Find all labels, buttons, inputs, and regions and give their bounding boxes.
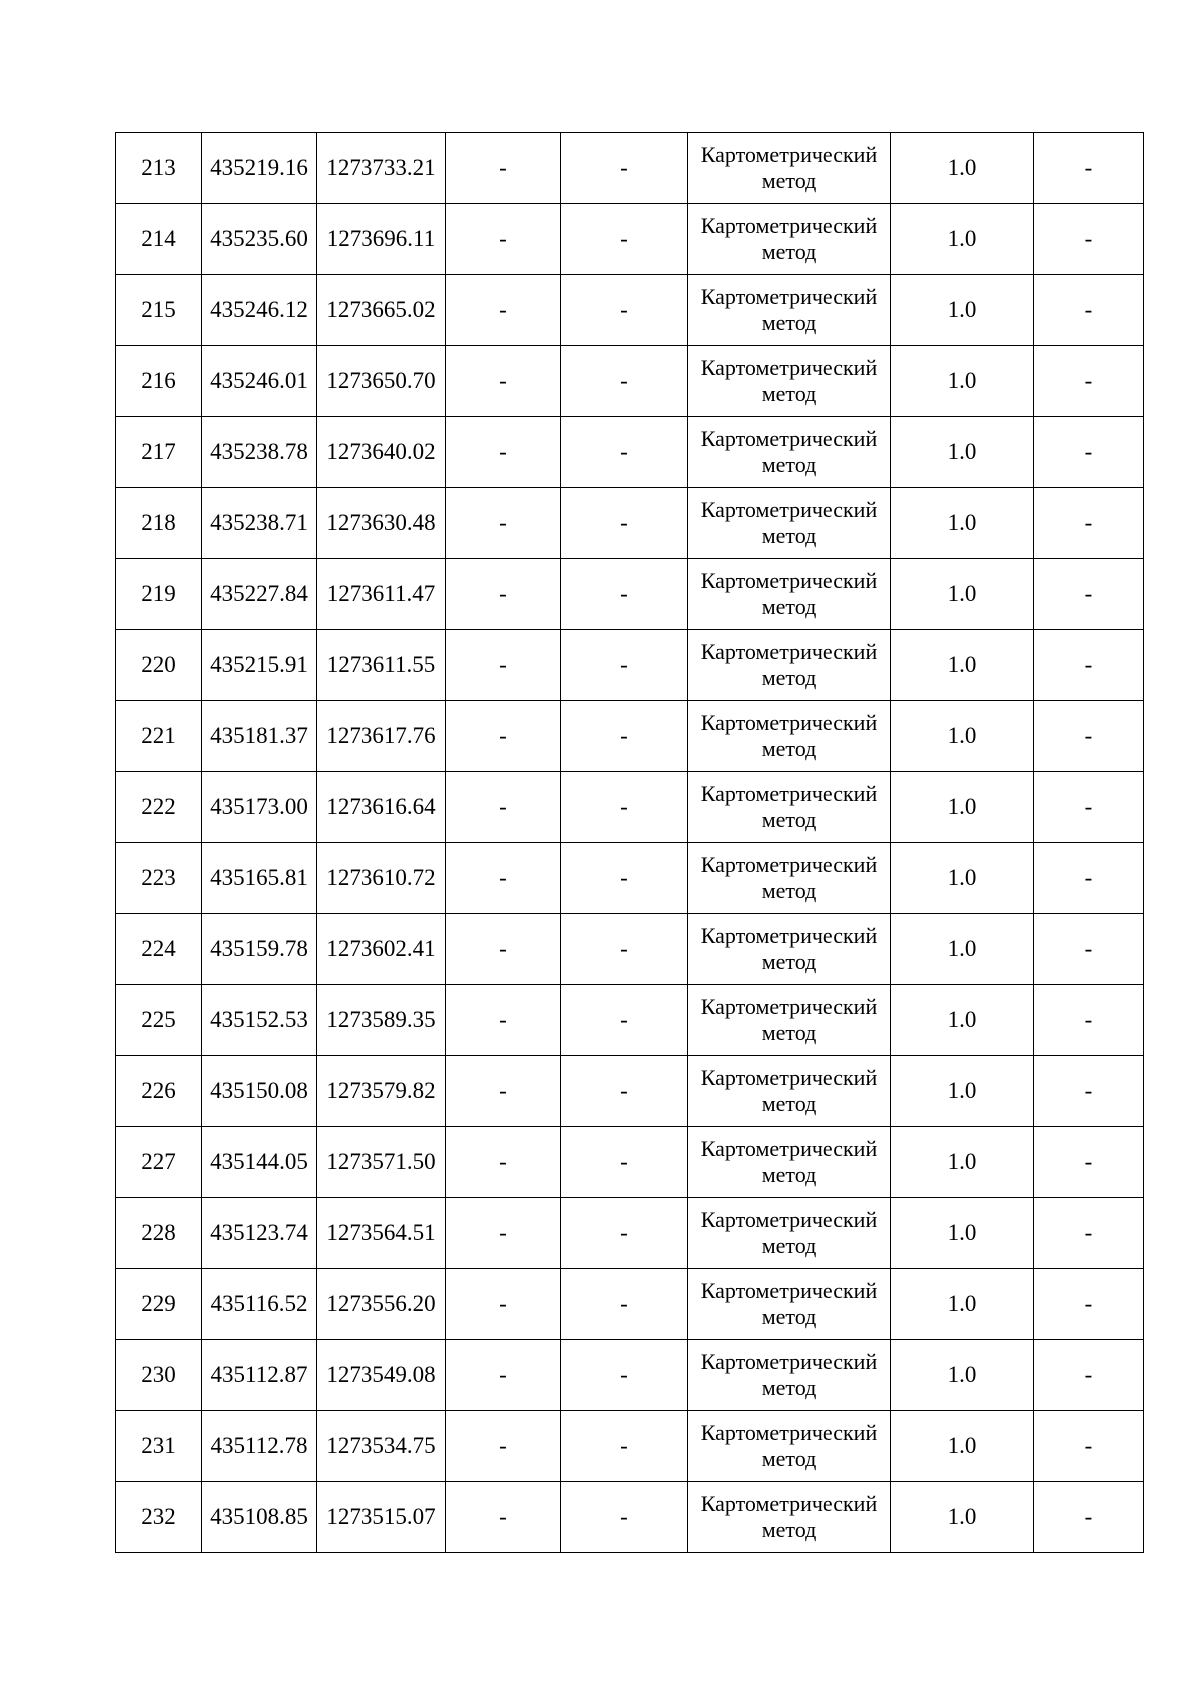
dash-cell: -	[561, 772, 688, 843]
method-cell	[688, 133, 891, 204]
method-line-1: Картометрический	[700, 852, 878, 877]
y-coordinate-cell: 1273611.47	[317, 559, 446, 630]
x-coordinate-cell: 435112.87	[202, 1340, 317, 1411]
y-coordinate-cell: 1273650.70	[317, 346, 446, 417]
dash-cell: -	[561, 417, 688, 488]
dash-cell: -	[561, 1411, 688, 1482]
accuracy-cell: 1.0	[891, 1056, 1034, 1127]
dash-cell: -	[1034, 843, 1144, 914]
method-line-2: метод	[761, 949, 817, 974]
point-number-cell: 220	[116, 630, 202, 701]
method-cell	[688, 843, 891, 914]
method-cell	[688, 275, 891, 346]
method-line-1: Картометрический	[700, 284, 878, 309]
method-line-2: метод	[761, 665, 817, 690]
dash-cell: -	[561, 1056, 688, 1127]
y-coordinate-cell: 1273617.76	[317, 701, 446, 772]
x-coordinate-cell: 435152.53	[202, 985, 317, 1056]
y-coordinate-cell: 1273602.41	[317, 914, 446, 985]
accuracy-cell: 1.0	[891, 204, 1034, 275]
method-line-2: метод	[761, 239, 817, 264]
point-number-cell: 227	[116, 1127, 202, 1198]
x-coordinate-cell: 435215.91	[202, 630, 317, 701]
method-cell	[688, 1056, 891, 1127]
method-line-2: метод	[761, 1020, 817, 1045]
method-line-1: Картометрический	[700, 1065, 878, 1090]
method-cell	[688, 1198, 891, 1269]
y-coordinate-cell: 1273571.50	[317, 1127, 446, 1198]
method-line-2: метод	[761, 594, 817, 619]
accuracy-cell: 1.0	[891, 133, 1034, 204]
table-row	[116, 985, 1144, 1056]
y-coordinate-cell: 1273564.51	[317, 1198, 446, 1269]
dash-cell: -	[446, 346, 561, 417]
accuracy-cell: 1.0	[891, 1198, 1034, 1269]
table-row	[116, 1340, 1144, 1411]
method-line-2: метод	[761, 452, 817, 477]
x-coordinate-cell: 435246.01	[202, 346, 317, 417]
dash-cell: -	[1034, 1056, 1144, 1127]
method-line-2: метод	[761, 736, 817, 761]
point-number-cell: 219	[116, 559, 202, 630]
dash-cell: -	[446, 772, 561, 843]
dash-cell: -	[561, 1269, 688, 1340]
dash-cell: -	[446, 417, 561, 488]
x-coordinate-cell: 435108.85	[202, 1482, 317, 1553]
method-line-2: метод	[761, 1446, 817, 1471]
method-line-2: метод	[761, 878, 817, 903]
method-line-1: Картометрический	[700, 426, 878, 451]
accuracy-cell: 1.0	[891, 346, 1034, 417]
dash-cell: -	[561, 275, 688, 346]
method-line-1: Картометрический	[700, 568, 878, 593]
y-coordinate-cell: 1273556.20	[317, 1269, 446, 1340]
method-cell	[688, 772, 891, 843]
y-coordinate-cell: 1273630.48	[317, 488, 446, 559]
dash-cell: -	[561, 1482, 688, 1553]
method-cell	[688, 1411, 891, 1482]
point-number-cell: 231	[116, 1411, 202, 1482]
table-row	[116, 488, 1144, 559]
dash-cell: -	[561, 1340, 688, 1411]
accuracy-cell: 1.0	[891, 559, 1034, 630]
method-cell	[688, 701, 891, 772]
accuracy-cell: 1.0	[891, 701, 1034, 772]
table-row	[116, 1127, 1144, 1198]
method-line-2: метод	[761, 807, 817, 832]
method-line-1: Картометрический	[700, 1207, 878, 1232]
table-row	[116, 417, 1144, 488]
table-row	[116, 559, 1144, 630]
dash-cell: -	[1034, 985, 1144, 1056]
point-number-cell: 214	[116, 204, 202, 275]
method-cell	[688, 417, 891, 488]
dash-cell: -	[561, 701, 688, 772]
method-line-1: Картометрический	[700, 923, 878, 948]
point-number-cell: 218	[116, 488, 202, 559]
table-row	[116, 346, 1144, 417]
method-cell	[688, 1340, 891, 1411]
dash-cell: -	[1034, 630, 1144, 701]
accuracy-cell: 1.0	[891, 1340, 1034, 1411]
dash-cell: -	[561, 346, 688, 417]
dash-cell: -	[1034, 772, 1144, 843]
method-line-2: метод	[761, 1233, 817, 1258]
x-coordinate-cell: 435219.16	[202, 133, 317, 204]
x-coordinate-cell: 435235.60	[202, 204, 317, 275]
table-row	[116, 914, 1144, 985]
method-line-2: метод	[761, 1091, 817, 1116]
method-line-1: Картометрический	[700, 1136, 878, 1161]
dash-cell: -	[1034, 1127, 1144, 1198]
x-coordinate-cell: 435227.84	[202, 559, 317, 630]
dash-cell: -	[446, 488, 561, 559]
accuracy-cell: 1.0	[891, 985, 1034, 1056]
x-coordinate-cell: 435159.78	[202, 914, 317, 985]
dash-cell: -	[446, 1482, 561, 1553]
dash-cell: -	[1034, 914, 1144, 985]
x-coordinate-cell: 435238.78	[202, 417, 317, 488]
method-line-1: Картометрический	[700, 994, 878, 1019]
point-number-cell: 223	[116, 843, 202, 914]
dash-cell: -	[446, 701, 561, 772]
dash-cell: -	[561, 559, 688, 630]
y-coordinate-cell: 1273611.55	[317, 630, 446, 701]
dash-cell: -	[1034, 1482, 1144, 1553]
dash-cell: -	[446, 985, 561, 1056]
point-number-cell: 226	[116, 1056, 202, 1127]
method-line-2: метод	[761, 1375, 817, 1400]
table-row	[116, 772, 1144, 843]
method-cell	[688, 1269, 891, 1340]
method-line-1: Картометрический	[700, 781, 878, 806]
y-coordinate-cell: 1273579.82	[317, 1056, 446, 1127]
method-line-1: Картометрический	[700, 1420, 878, 1445]
point-number-cell: 228	[116, 1198, 202, 1269]
dash-cell: -	[1034, 346, 1144, 417]
y-coordinate-cell: 1273589.35	[317, 985, 446, 1056]
method-cell	[688, 559, 891, 630]
x-coordinate-cell: 435112.78	[202, 1411, 317, 1482]
table-row	[116, 1198, 1144, 1269]
point-number-cell: 224	[116, 914, 202, 985]
point-number-cell: 232	[116, 1482, 202, 1553]
table-row	[116, 1056, 1144, 1127]
dash-cell: -	[561, 204, 688, 275]
point-number-cell: 230	[116, 1340, 202, 1411]
x-coordinate-cell: 435238.71	[202, 488, 317, 559]
y-coordinate-cell: 1273534.75	[317, 1411, 446, 1482]
point-number-cell: 213	[116, 133, 202, 204]
dash-cell: -	[1034, 1198, 1144, 1269]
dash-cell: -	[446, 630, 561, 701]
dash-cell: -	[561, 133, 688, 204]
table-row	[116, 204, 1144, 275]
method-line-2: метод	[761, 310, 817, 335]
dash-cell: -	[561, 914, 688, 985]
point-number-cell: 216	[116, 346, 202, 417]
dash-cell: -	[1034, 417, 1144, 488]
dash-cell: -	[561, 985, 688, 1056]
accuracy-cell: 1.0	[891, 1411, 1034, 1482]
dash-cell: -	[1034, 204, 1144, 275]
method-cell	[688, 204, 891, 275]
dash-cell: -	[1034, 701, 1144, 772]
method-cell	[688, 1127, 891, 1198]
dash-cell: -	[446, 1411, 561, 1482]
y-coordinate-cell: 1273515.07	[317, 1482, 446, 1553]
method-line-2: метод	[761, 168, 817, 193]
method-cell	[688, 985, 891, 1056]
table-row	[116, 630, 1144, 701]
dash-cell: -	[446, 1127, 561, 1198]
x-coordinate-cell: 435116.52	[202, 1269, 317, 1340]
method-line-2: метод	[761, 523, 817, 548]
coordinates-table	[115, 132, 1144, 1553]
dash-cell: -	[1034, 488, 1144, 559]
method-cell	[688, 914, 891, 985]
accuracy-cell: 1.0	[891, 630, 1034, 701]
y-coordinate-cell: 1273733.21	[317, 133, 446, 204]
accuracy-cell: 1.0	[891, 488, 1034, 559]
method-line-1: Картометрический	[700, 1349, 878, 1374]
table-row	[116, 1482, 1144, 1553]
accuracy-cell: 1.0	[891, 1269, 1034, 1340]
x-coordinate-cell: 435150.08	[202, 1056, 317, 1127]
method-cell	[688, 488, 891, 559]
method-line-1: Картометрический	[700, 710, 878, 735]
table-row	[116, 843, 1144, 914]
dash-cell: -	[1034, 1340, 1144, 1411]
method-line-1: Картометрический	[700, 639, 878, 664]
table-row	[116, 133, 1144, 204]
method-line-1: Картометрический	[700, 1278, 878, 1303]
dash-cell: -	[561, 1127, 688, 1198]
method-line-1: Картометрический	[700, 355, 878, 380]
y-coordinate-cell: 1273640.02	[317, 417, 446, 488]
method-line-1: Картометрический	[700, 497, 878, 522]
method-line-1: Картометрический	[700, 142, 878, 167]
x-coordinate-cell: 435246.12	[202, 275, 317, 346]
method-line-2: метод	[761, 1517, 817, 1542]
accuracy-cell: 1.0	[891, 914, 1034, 985]
method-line-2: метод	[761, 381, 817, 406]
dash-cell: -	[446, 204, 561, 275]
y-coordinate-cell: 1273665.02	[317, 275, 446, 346]
table-row	[116, 275, 1144, 346]
point-number-cell: 221	[116, 701, 202, 772]
dash-cell: -	[446, 133, 561, 204]
dash-cell: -	[1034, 133, 1144, 204]
dash-cell: -	[446, 559, 561, 630]
table-body	[116, 133, 1144, 1553]
dash-cell: -	[446, 275, 561, 346]
x-coordinate-cell: 435173.00	[202, 772, 317, 843]
point-number-cell: 225	[116, 985, 202, 1056]
accuracy-cell: 1.0	[891, 417, 1034, 488]
point-number-cell: 217	[116, 417, 202, 488]
x-coordinate-cell: 435144.05	[202, 1127, 317, 1198]
dash-cell: -	[446, 1198, 561, 1269]
accuracy-cell: 1.0	[891, 1127, 1034, 1198]
y-coordinate-cell: 1273610.72	[317, 843, 446, 914]
dash-cell: -	[446, 843, 561, 914]
method-cell	[688, 630, 891, 701]
accuracy-cell: 1.0	[891, 275, 1034, 346]
y-coordinate-cell: 1273549.08	[317, 1340, 446, 1411]
y-coordinate-cell: 1273696.11	[317, 204, 446, 275]
dash-cell: -	[1034, 1411, 1144, 1482]
method-cell	[688, 346, 891, 417]
accuracy-cell: 1.0	[891, 1482, 1034, 1553]
dash-cell: -	[1034, 275, 1144, 346]
x-coordinate-cell: 435165.81	[202, 843, 317, 914]
point-number-cell: 229	[116, 1269, 202, 1340]
x-coordinate-cell: 435123.74	[202, 1198, 317, 1269]
dash-cell: -	[446, 1056, 561, 1127]
method-line-1: Картометрический	[700, 1491, 878, 1516]
table-row	[116, 1269, 1144, 1340]
method-line-1: Картометрический	[700, 213, 878, 238]
x-coordinate-cell: 435181.37	[202, 701, 317, 772]
dash-cell: -	[561, 843, 688, 914]
accuracy-cell: 1.0	[891, 772, 1034, 843]
dash-cell: -	[561, 1198, 688, 1269]
dash-cell: -	[1034, 1269, 1144, 1340]
method-line-2: метод	[761, 1162, 817, 1187]
dash-cell: -	[446, 1340, 561, 1411]
table-row	[116, 701, 1144, 772]
dash-cell: -	[446, 1269, 561, 1340]
table-row	[116, 1411, 1144, 1482]
point-number-cell: 222	[116, 772, 202, 843]
dash-cell: -	[446, 914, 561, 985]
dash-cell: -	[561, 488, 688, 559]
method-cell	[688, 1482, 891, 1553]
method-line-2: метод	[761, 1304, 817, 1329]
dash-cell: -	[561, 630, 688, 701]
dash-cell: -	[1034, 559, 1144, 630]
point-number-cell: 215	[116, 275, 202, 346]
y-coordinate-cell: 1273616.64	[317, 772, 446, 843]
accuracy-cell: 1.0	[891, 843, 1034, 914]
